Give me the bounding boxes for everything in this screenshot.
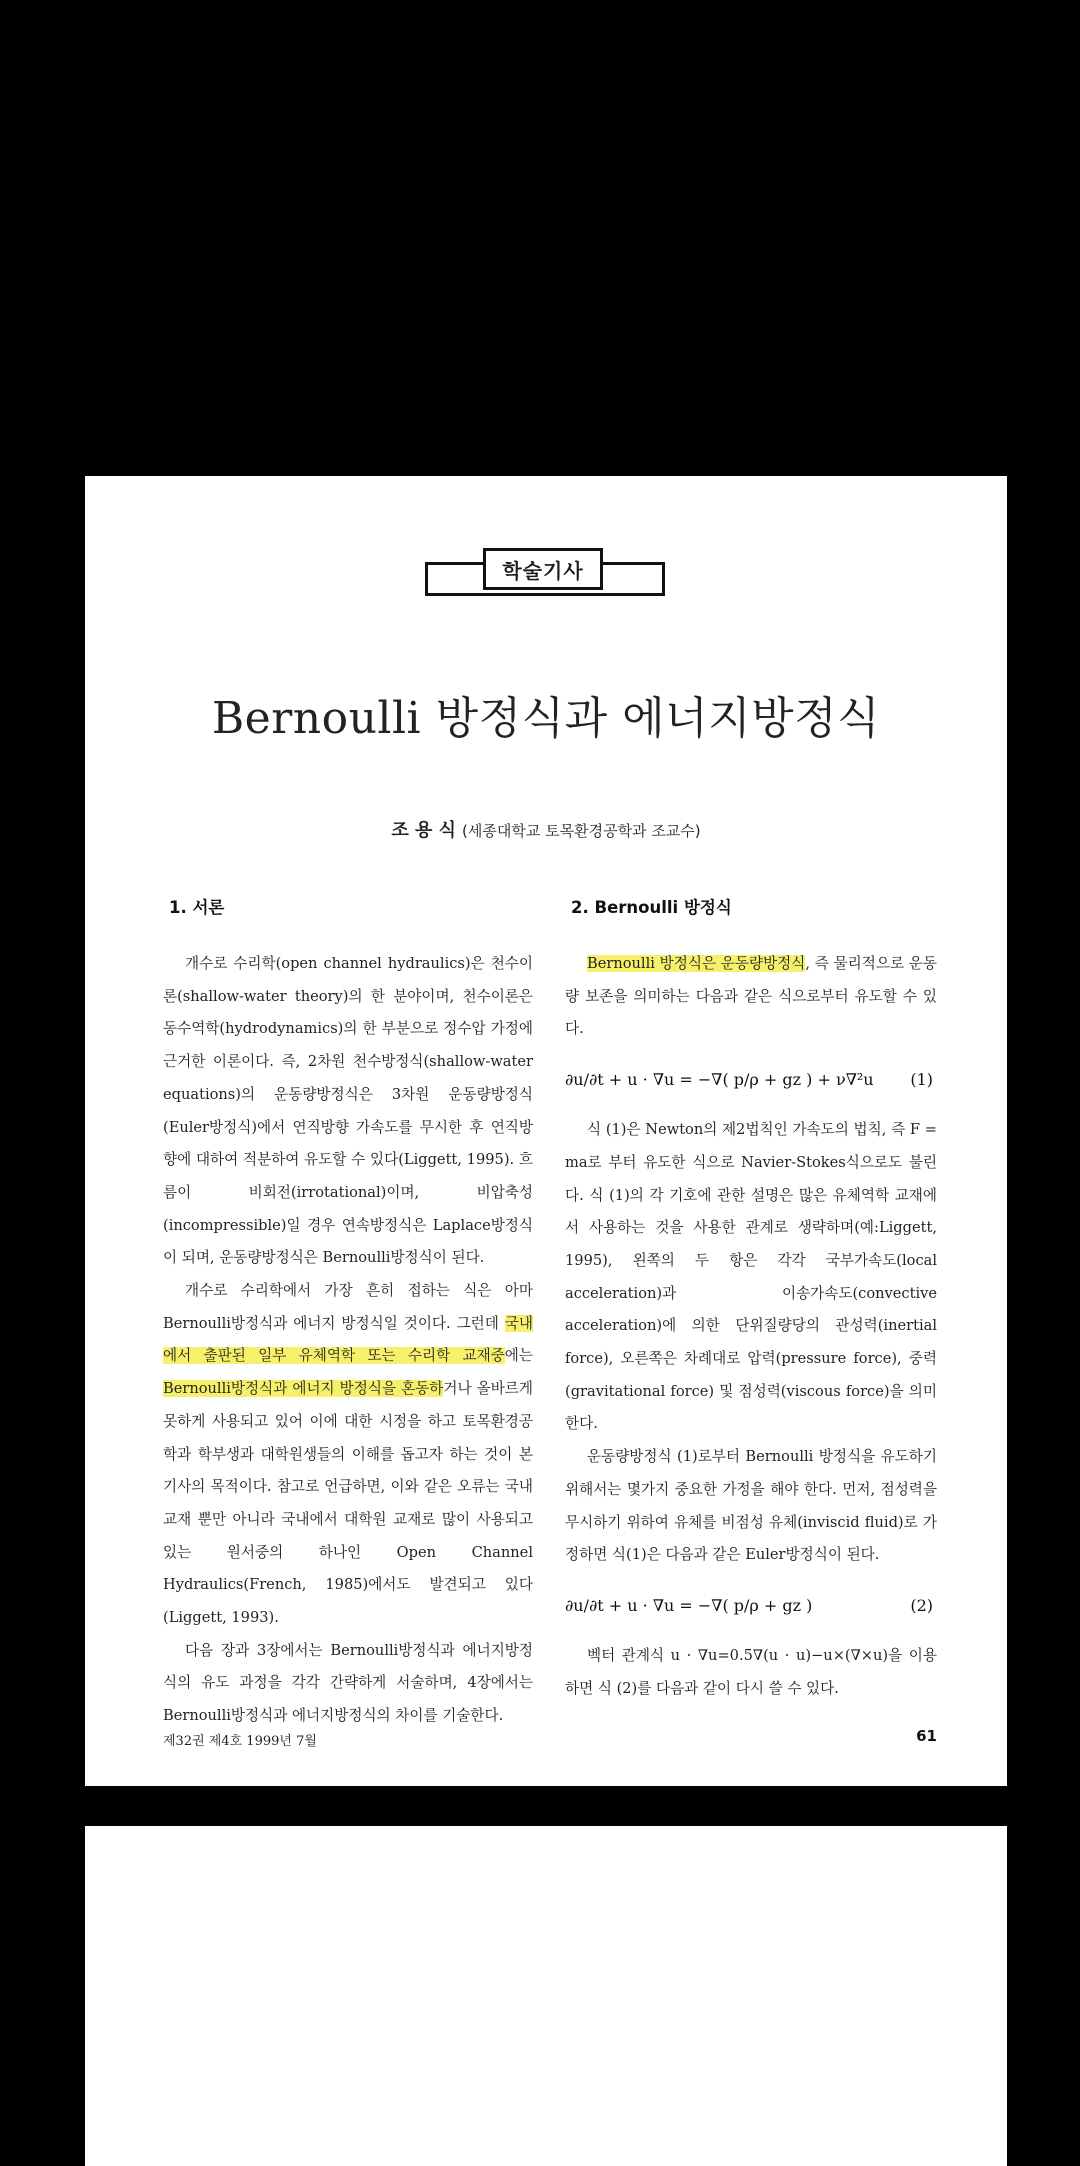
left-column xyxy=(163,894,533,1733)
highlight-3: Bernoulli 방정식은 운동량방정식 xyxy=(587,955,806,972)
bernoulli-paragraph-4: 벡터 관계식 u · ∇u=0.5∇(u · u)−u×(∇×u)을 이용하면 식 (2)를 다음과 같이 다시 쓸 수 있다. xyxy=(565,1646,937,1697)
bernoulli-paragraph-2: 식 (1)은 Newton의 제2법칙인 가속도의 법칙, 즉 F = ma로 부터 유도한 식으로 Navier-Stokes식으로도 불린다. 식 (1)의 각 기호에 관한 설명은 많은 유체역학 교재에서 사용하는 것을 사용한 관계로 생략하며(예:Liggett, 1995), 왼쪽의 두 항은 각각 국부가속도(local acceleration)과 이송가속도(convective acceleration)에 의한 단위질량당의 관성력(inertial force), 오른쪽은 차례대로 압력(pressure force), 중력(gravitational force) 및 점성력(viscous force)을 의미한다. xyxy=(565,1121,937,1433)
intro-p2-text-a: 개수로 수리학에서 가장 흔히 접하는 식은 아마 Bernoulli방정식과 에너지 방정식일 것이다. 그런데 xyxy=(163,1282,533,1332)
equation-2-body: ∂u/∂t + u · ∇u = −∇( p/ρ + gz ) xyxy=(565,1595,813,1615)
author-affiliation: (세종대학교 토목환경공학과 조교수) xyxy=(462,822,701,840)
page-number: 61 xyxy=(916,1727,937,1745)
author-name: 조 용 식 xyxy=(391,820,457,841)
issue-info: 제32권 제4호 1999년 7월 xyxy=(163,1734,317,1749)
section-heading-bernoulli: 2. Bernoulli 방정식 xyxy=(571,898,732,917)
bernoulli-p1-rest: , 즉 물리적으로 운동량 보존을 의미하는 다음과 같은 식으로부터 유도할 수 있다. xyxy=(565,955,937,1038)
equation-1-body: ∂u/∂t + u · ∇u = −∇( p/ρ + gz ) + ν∇²u xyxy=(565,1070,874,1090)
equation-2-number: (2) xyxy=(910,1595,933,1615)
paper-page xyxy=(85,476,1007,1786)
article-title: Bernoulli 방정식과 에너지방정식 xyxy=(211,693,881,744)
bernoulli-paragraph-1 xyxy=(565,948,937,1046)
highlight-1: 국내에서 출판된 일부 유체역학 또는 수리학 교재중 xyxy=(163,1314,533,1365)
next-page-edge xyxy=(85,1826,1007,2166)
section-label: 학술기사 xyxy=(483,548,603,590)
section-heading-intro: 1. 서론 xyxy=(169,898,225,917)
intro-p2-text-b: 에는 xyxy=(504,1347,533,1365)
equation-1 xyxy=(565,1060,937,1100)
highlight-2: Bernoulli방정식과 에너지 방정식을 혼동하 xyxy=(163,1380,444,1398)
right-column xyxy=(565,894,937,1705)
intro-paragraph-2 xyxy=(163,1275,533,1635)
equation-1-number: (1) xyxy=(910,1070,933,1090)
bernoulli-paragraph-3: 운동량방정식 (1)로부터 Bernoulli 방정식을 유도하기 위해서는 몇가지 중요한 가정을 해야 한다. 먼저, 점성력을 무시하기 위하여 유체를 비점성 유체(inviscid fluid)로 가정하면 식(1)은 다음과 같은 Euler방정식이 된다. xyxy=(565,1448,937,1564)
intro-paragraph-1: 개수로 수리학(open channel hydraulics)은 천수이론(shallow-water theory)의 한 분야이며, 천수이론은 동수역학(hydrodynamics)의 한 부분으로 정수압 가정에 근거한 이론이다. 즉, 2차원 천수방정식(shallow-water equations)의 운동량방정식은 3차원 운동량방정식(Euler방정식)에서 연직방향 가속도를 무시한 후 연직방향에 대하여 적분하여 유도할 수 있다(Liggett, 1995). 흐름이 비회전(irrotational)이며, 비압축성(incompressible)일 경우 연속방정식은 Laplace방정식이 되며, 운동량방정식은 Bernoulli방정식이 된다. xyxy=(163,955,533,1267)
section-label-box xyxy=(425,548,665,596)
intro-paragraph-3: 다음 장과 3장에서는 Bernoulli방정식과 에너지방정식의 유도 과정을 각각 간략하게 서술하며, 4장에서는 Bernoulli방정식과 에너지방정식의 차이를 기술한다. xyxy=(163,1641,533,1725)
author-line xyxy=(85,816,1007,842)
equation-2 xyxy=(565,1586,937,1626)
intro-p2-text-c: 거나 올바르게 못하게 사용되고 있어 이에 대한 시정을 하고 토목환경공학과 학부생과 대학원생들의 이해를 돕고자 하는 것이 본 기사의 목적이다. 참고로 언급하면, 이와 같은 오류는 국내 교재 뿐만 아니라 국내에서 대학원 교재로 많이 사용되고 있는 원서중의 하나인 Open Channel Hydraulics(French, 1985)에서도 발견되고 있다(Liggett, 1993). xyxy=(163,1380,533,1627)
